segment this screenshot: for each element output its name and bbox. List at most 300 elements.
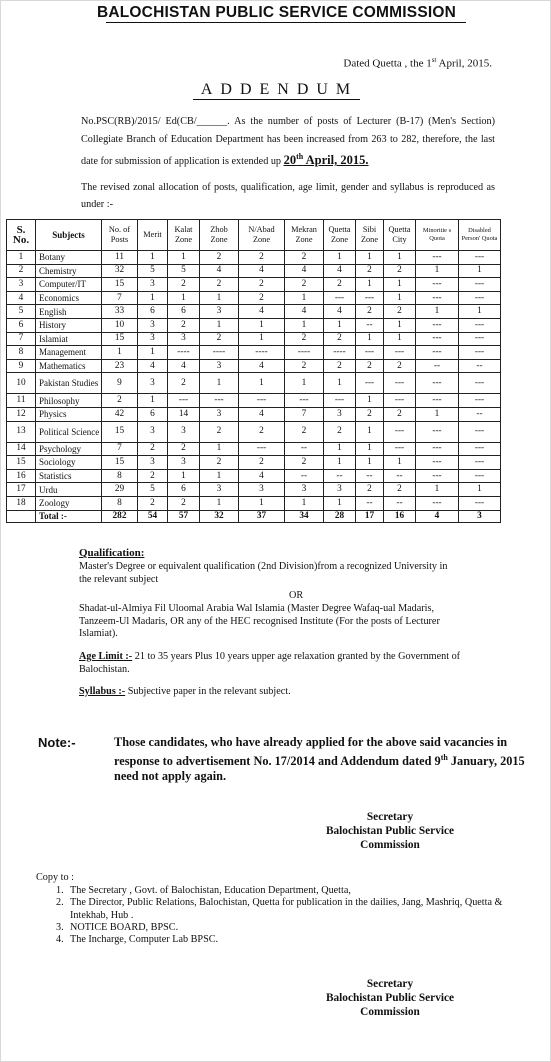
- table-row: [7, 442, 501, 456]
- table-row: [7, 373, 501, 394]
- table-cell: Urdu: [36, 483, 102, 497]
- table-cell: 2: [285, 332, 324, 346]
- table-cell: ---: [416, 421, 459, 442]
- table-cell: 15: [7, 456, 36, 470]
- age-limit: Age Limit :- 21 to 35 years Plus 10 years upper age relaxation granted by the Government of Balochistan.: [79, 651, 461, 675]
- table-cell: 8: [102, 496, 138, 510]
- table-row: [7, 496, 501, 510]
- copy-item: 1. The Secretary , Govt. of Balochistan, Education Department, Quetta,: [56, 885, 351, 896]
- table-cell: 2: [285, 359, 324, 373]
- table-cell: 1: [416, 483, 459, 497]
- intro-paragraph: No.PSC(RB)/2015/ Ed(CB/______. As the number of posts of Lecturer (B-17) (Men's Section) Collegiate Branch of Education Department has been increased from 263 to 282, therefore, the last date for submission of application is extended up 20th April, 2015.: [81, 116, 495, 168]
- table-cell: 11: [7, 394, 36, 408]
- table-cell: 1: [384, 332, 416, 346]
- table-cell: 2: [356, 407, 384, 421]
- table-cell: ----: [285, 346, 324, 360]
- table-cell: 1: [200, 373, 239, 394]
- table-row: [7, 291, 501, 305]
- table-cell: ---: [356, 291, 384, 305]
- table-cell: ----: [200, 346, 239, 360]
- table-cell: ---: [356, 346, 384, 360]
- table-cell: 5: [138, 483, 168, 497]
- table-cell: --: [285, 442, 324, 456]
- table-cell: 1: [200, 469, 239, 483]
- copy-item: 4. The Incharge, Computer Lab BPSC.: [56, 934, 219, 946]
- table-cell: 3: [285, 483, 324, 497]
- table-cell: 1: [138, 291, 168, 305]
- table-cell: 4: [239, 407, 285, 421]
- signature-block-1: Secretary Balochistan Public Service Commission: [325, 811, 455, 851]
- total-row: [7, 510, 501, 522]
- table-cell: ---: [459, 394, 501, 408]
- note-text: Those candidates, who have already applied for the above said vacancies in response to advertisement No. 17/2014 and Addendum dated 9th January, 2015 need not apply again.: [114, 735, 525, 784]
- table-cell: 9: [102, 373, 138, 394]
- revised-allocation-text: The revised zonal allocation of posts, qualification, age limit, gender and syllabus is reproduced as under :-: [81, 182, 495, 210]
- table-cell: 4: [324, 264, 356, 278]
- table-cell: --: [356, 318, 384, 332]
- table-cell: Economics: [36, 291, 102, 305]
- table-cell: 23: [102, 359, 138, 373]
- table-cell: 4: [200, 264, 239, 278]
- table-cell: ---: [384, 442, 416, 456]
- table-cell: Computer/IT: [36, 278, 102, 292]
- table-cell: 2: [384, 264, 416, 278]
- table-cell: 1: [200, 442, 239, 456]
- table-cell: 1: [102, 346, 138, 360]
- table-cell: 14: [7, 442, 36, 456]
- table-cell: 7: [102, 291, 138, 305]
- table-cell: ---: [239, 442, 285, 456]
- total-cell: 17: [356, 510, 384, 522]
- table-cell: ---: [459, 291, 501, 305]
- table-cell: 6: [168, 305, 200, 319]
- table-cell: 3: [168, 421, 200, 442]
- table-cell: 2: [7, 264, 36, 278]
- table-cell: 2: [200, 278, 239, 292]
- column-header: Sibi Zone: [356, 220, 384, 251]
- table-cell: --: [459, 359, 501, 373]
- table-cell: 7: [102, 442, 138, 456]
- table-row: [7, 264, 501, 278]
- table-cell: 1: [356, 456, 384, 470]
- table-cell: Psychology: [36, 442, 102, 456]
- table-cell: ---: [416, 318, 459, 332]
- table-cell: 2: [239, 456, 285, 470]
- table-cell: 1: [384, 278, 416, 292]
- table-cell: 2: [200, 251, 239, 265]
- table-cell: --: [384, 496, 416, 510]
- table-cell: 6: [138, 407, 168, 421]
- table-cell: 4: [239, 305, 285, 319]
- table-cell: 1: [285, 318, 324, 332]
- column-header: Mekran Zone: [285, 220, 324, 251]
- table-cell: ---: [459, 496, 501, 510]
- table-cell: ---: [239, 394, 285, 408]
- table-cell: 3: [7, 278, 36, 292]
- title-underline: [106, 22, 466, 23]
- table-cell: ---: [384, 373, 416, 394]
- note-label: Note:-: [38, 735, 76, 750]
- total-cell: 282: [102, 510, 138, 522]
- table-cell: 1: [356, 332, 384, 346]
- qualification-or: OR: [289, 590, 304, 601]
- table-cell: 2: [384, 305, 416, 319]
- table-cell: ---: [459, 456, 501, 470]
- table-cell: ---: [384, 421, 416, 442]
- table-cell: ----: [239, 346, 285, 360]
- total-cell: 57: [168, 510, 200, 522]
- table-cell: 2: [384, 407, 416, 421]
- table-cell: Zoology: [36, 496, 102, 510]
- table-cell: 7: [7, 332, 36, 346]
- table-cell: 2: [138, 442, 168, 456]
- qualification-heading: Qualification:: [79, 547, 145, 559]
- table-cell: ---: [459, 373, 501, 394]
- table-cell: 10: [102, 318, 138, 332]
- table-cell: 3: [200, 305, 239, 319]
- table-cell: 2: [102, 394, 138, 408]
- table-cell: 4: [138, 359, 168, 373]
- posts-allocation-table: [6, 219, 501, 523]
- table-cell: 1: [239, 332, 285, 346]
- column-header: Disabled Person' Quota: [459, 220, 501, 251]
- table-row: [7, 318, 501, 332]
- table-cell: 3: [168, 332, 200, 346]
- total-cell: 4: [416, 510, 459, 522]
- table-header-row: [7, 220, 501, 251]
- table-cell: ---: [356, 373, 384, 394]
- table-cell: 6: [138, 305, 168, 319]
- table-cell: 1: [200, 318, 239, 332]
- table-cell: 2: [356, 359, 384, 373]
- table-cell: 2: [324, 359, 356, 373]
- table-cell: 4: [239, 264, 285, 278]
- table-cell: 1: [384, 291, 416, 305]
- table-cell: Botany: [36, 251, 102, 265]
- table-cell: 1: [200, 291, 239, 305]
- table-cell: ---: [416, 251, 459, 265]
- column-header: Merit: [138, 220, 168, 251]
- table-cell: 2: [138, 469, 168, 483]
- table-cell: 3: [138, 456, 168, 470]
- table-cell: 12: [7, 407, 36, 421]
- table-cell: 2: [239, 251, 285, 265]
- table-cell: ---: [459, 332, 501, 346]
- table-cell: 2: [138, 496, 168, 510]
- table-cell: --: [285, 469, 324, 483]
- table-row: [7, 421, 501, 442]
- table-cell: 15: [102, 332, 138, 346]
- table-cell: ---: [200, 394, 239, 408]
- table-cell: 2: [200, 456, 239, 470]
- table-cell: 1: [416, 264, 459, 278]
- table-cell: 2: [239, 421, 285, 442]
- table-cell: ---: [416, 469, 459, 483]
- column-header: Quetta Zone: [324, 220, 356, 251]
- copy-item: 2. The Director, Public Relations, Balochistan, Quetta for publication in the dailies, Jang, Mashriq, Quetta & Intekhab, Hub .: [56, 897, 503, 921]
- table-cell: 3: [138, 421, 168, 442]
- table-cell: ---: [416, 373, 459, 394]
- table-cell: 3: [168, 456, 200, 470]
- table-cell: 2: [168, 373, 200, 394]
- table-row: [7, 251, 501, 265]
- table-cell: 6: [7, 318, 36, 332]
- table-cell: 1: [356, 442, 384, 456]
- table-cell: 3: [138, 278, 168, 292]
- table-cell: 3: [324, 407, 356, 421]
- table-cell: 2: [168, 318, 200, 332]
- table-cell: 1: [7, 251, 36, 265]
- table-cell: 2: [168, 442, 200, 456]
- table-cell: 1: [356, 278, 384, 292]
- table-cell: ---: [416, 332, 459, 346]
- table-cell: 4: [285, 264, 324, 278]
- table-row: [7, 359, 501, 373]
- table-cell: 1: [324, 442, 356, 456]
- table-cell: 1: [384, 251, 416, 265]
- table-cell: 2: [324, 278, 356, 292]
- table-cell: ----: [168, 346, 200, 360]
- table-cell: 7: [285, 407, 324, 421]
- qualification-line-2: Shadat-ul-Almiya Fil Uloomal Arabia Wal Islamia (Master Degree Wafaq-ual Madaris, Tanzeem-Ul Madaris, OR any of the HEC recognised Institute (For the posts of Lecturer Islamiat).: [79, 603, 440, 639]
- table-cell: 2: [285, 421, 324, 442]
- total-cell: 37: [239, 510, 285, 522]
- column-header: Subjects: [36, 220, 102, 251]
- table-cell: Islamiat: [36, 332, 102, 346]
- table-cell: ---: [384, 394, 416, 408]
- table-row: [7, 332, 501, 346]
- table-cell: 2: [356, 264, 384, 278]
- table-cell: 2: [168, 496, 200, 510]
- qualification-line-1: Master's Degree or equivalent qualification (2nd Division)from a recognized University in the relevant subject: [79, 561, 448, 585]
- table-cell: 2: [285, 278, 324, 292]
- table-row: [7, 278, 501, 292]
- copy-to-list: [56, 885, 536, 946]
- table-cell: 1: [459, 305, 501, 319]
- table-cell: 1: [168, 469, 200, 483]
- column-header: No. of Posts: [102, 220, 138, 251]
- table-cell: History: [36, 318, 102, 332]
- table-cell: 1: [324, 373, 356, 394]
- table-cell: ---: [459, 469, 501, 483]
- table-cell: 2: [285, 251, 324, 265]
- table-cell: ---: [416, 346, 459, 360]
- table-cell: 1: [459, 264, 501, 278]
- table-cell: 3: [138, 332, 168, 346]
- table-row: [7, 394, 501, 408]
- table-cell: 2: [384, 483, 416, 497]
- table-cell: 2: [324, 421, 356, 442]
- table-cell: 1: [356, 251, 384, 265]
- table-cell: 4: [285, 305, 324, 319]
- table-cell: 15: [102, 421, 138, 442]
- syllabus: Syllabus :- Subjective paper in the relevant subject.: [79, 686, 291, 697]
- table-cell: 1: [384, 318, 416, 332]
- table-cell: 42: [102, 407, 138, 421]
- table-cell: 4: [239, 469, 285, 483]
- table-row: [7, 305, 501, 319]
- table-cell: 5: [138, 264, 168, 278]
- table-cell: 2: [356, 483, 384, 497]
- table-cell: 1: [168, 291, 200, 305]
- table-cell: Pakistan Studies: [36, 373, 102, 394]
- table-cell: 1: [138, 251, 168, 265]
- table-cell: 3: [200, 407, 239, 421]
- table-cell: ---: [459, 318, 501, 332]
- table-cell: ---: [324, 394, 356, 408]
- table-cell: 13: [7, 421, 36, 442]
- table-cell: --: [356, 496, 384, 510]
- table-cell: --: [356, 469, 384, 483]
- table-cell: 4: [7, 291, 36, 305]
- total-cell: 32: [200, 510, 239, 522]
- table-cell: 1: [200, 496, 239, 510]
- table-cell: 18: [7, 496, 36, 510]
- table-cell: 5: [168, 264, 200, 278]
- table-cell: 15: [102, 456, 138, 470]
- table-cell: Physics: [36, 407, 102, 421]
- table-cell: Philosophy: [36, 394, 102, 408]
- table-cell: 2: [200, 421, 239, 442]
- table-cell: 1: [239, 496, 285, 510]
- table-cell: 3: [324, 483, 356, 497]
- table-cell: 1: [239, 373, 285, 394]
- dated-line: Dated Quetta , the 1st April, 2015.: [343, 56, 492, 70]
- table-cell: 1: [285, 496, 324, 510]
- table-cell: ---: [416, 394, 459, 408]
- table-cell: ---: [459, 421, 501, 442]
- table-cell: ---: [324, 291, 356, 305]
- column-header: Minoritie s Quota: [416, 220, 459, 251]
- table-cell: ---: [416, 456, 459, 470]
- table-cell: 1: [138, 394, 168, 408]
- table-cell: ---: [416, 496, 459, 510]
- table-cell: 1: [239, 318, 285, 332]
- table-row: [7, 469, 501, 483]
- column-header: N/Abad Zone: [239, 220, 285, 251]
- table-cell: 8: [102, 469, 138, 483]
- table-cell: 1: [384, 456, 416, 470]
- table-cell: 6: [168, 483, 200, 497]
- table-cell: 2: [356, 305, 384, 319]
- table-cell: 32: [102, 264, 138, 278]
- table-cell: 16: [7, 469, 36, 483]
- table-row: [7, 456, 501, 470]
- total-cell: 16: [384, 510, 416, 522]
- table-cell: 1: [324, 318, 356, 332]
- table-cell: 4: [324, 305, 356, 319]
- table-cell: 1: [416, 305, 459, 319]
- table-cell: 1: [285, 373, 324, 394]
- table-cell: ---: [384, 346, 416, 360]
- table-row: [7, 346, 501, 360]
- column-header: Zhob Zone: [200, 220, 239, 251]
- table-cell: 1: [138, 346, 168, 360]
- table-cell: 1: [168, 251, 200, 265]
- table-cell: Mathematics: [36, 359, 102, 373]
- table-cell: ---: [416, 442, 459, 456]
- table-cell: --: [416, 359, 459, 373]
- table-cell: 9: [7, 359, 36, 373]
- column-header: Kalat Zone: [168, 220, 200, 251]
- copy-item: 3. NOTICE BOARD, BPSC.: [56, 921, 179, 933]
- commission-title: BALOCHISTAN PUBLIC SERVICE COMMISSION: [96, 4, 457, 21]
- table-cell: 3: [200, 483, 239, 497]
- table-cell: 2: [200, 332, 239, 346]
- table-cell: 1: [324, 496, 356, 510]
- table-cell: ---: [416, 278, 459, 292]
- table-cell: 3: [239, 483, 285, 497]
- table-cell: --: [459, 407, 501, 421]
- table-cell: 2: [239, 278, 285, 292]
- table-cell: 1: [324, 251, 356, 265]
- table-cell: 1: [459, 483, 501, 497]
- table-cell: 8: [7, 346, 36, 360]
- table-cell: 10: [7, 373, 36, 394]
- table-cell: 15: [102, 278, 138, 292]
- table-cell: English: [36, 305, 102, 319]
- table-cell: 29: [102, 483, 138, 497]
- total-cell: 3: [459, 510, 501, 522]
- table-cell: --: [384, 469, 416, 483]
- table-cell: 3: [200, 359, 239, 373]
- table-cell: 1: [285, 291, 324, 305]
- table-cell: 1: [356, 394, 384, 408]
- table-cell: 11: [102, 251, 138, 265]
- table-cell: 1: [356, 421, 384, 442]
- table-cell: 4: [239, 359, 285, 373]
- table-cell: 2: [384, 359, 416, 373]
- table-cell: 1: [324, 456, 356, 470]
- table-cell: 2: [324, 332, 356, 346]
- table-cell: ---: [459, 278, 501, 292]
- table-cell: ----: [324, 346, 356, 360]
- column-header: S. No.: [7, 220, 36, 251]
- table-cell: 3: [138, 373, 168, 394]
- signature-block-2: Secretary Balochistan Public Service Commission: [325, 978, 455, 1018]
- table-cell: 2: [239, 291, 285, 305]
- total-cell: 34: [285, 510, 324, 522]
- table-cell: 2: [285, 456, 324, 470]
- table-cell: 33: [102, 305, 138, 319]
- table-cell: ---: [285, 394, 324, 408]
- copy-to-label: Copy to :: [36, 872, 74, 883]
- total-cell: 54: [138, 510, 168, 522]
- total-cell: Total :-: [36, 510, 102, 522]
- table-cell: 4: [168, 359, 200, 373]
- table-cell: ---: [416, 291, 459, 305]
- table-cell: 3: [138, 318, 168, 332]
- table-cell: Sociology: [36, 456, 102, 470]
- table-cell: ---: [459, 442, 501, 456]
- table-cell: Chemistry: [36, 264, 102, 278]
- column-header: Quetta City: [384, 220, 416, 251]
- table-cell: 1: [416, 407, 459, 421]
- table-cell: 5: [7, 305, 36, 319]
- table-cell: Management: [36, 346, 102, 360]
- table-row: [7, 407, 501, 421]
- total-cell: 28: [324, 510, 356, 522]
- table-cell: Statistics: [36, 469, 102, 483]
- table-row: [7, 483, 501, 497]
- table-cell: ---: [459, 251, 501, 265]
- table-cell: ---: [168, 394, 200, 408]
- table-cell: 17: [7, 483, 36, 497]
- table-cell: ---: [459, 346, 501, 360]
- table-cell: --: [324, 469, 356, 483]
- extended-date: 20th April, 2015.: [283, 152, 369, 168]
- table-cell: Political Science: [36, 421, 102, 442]
